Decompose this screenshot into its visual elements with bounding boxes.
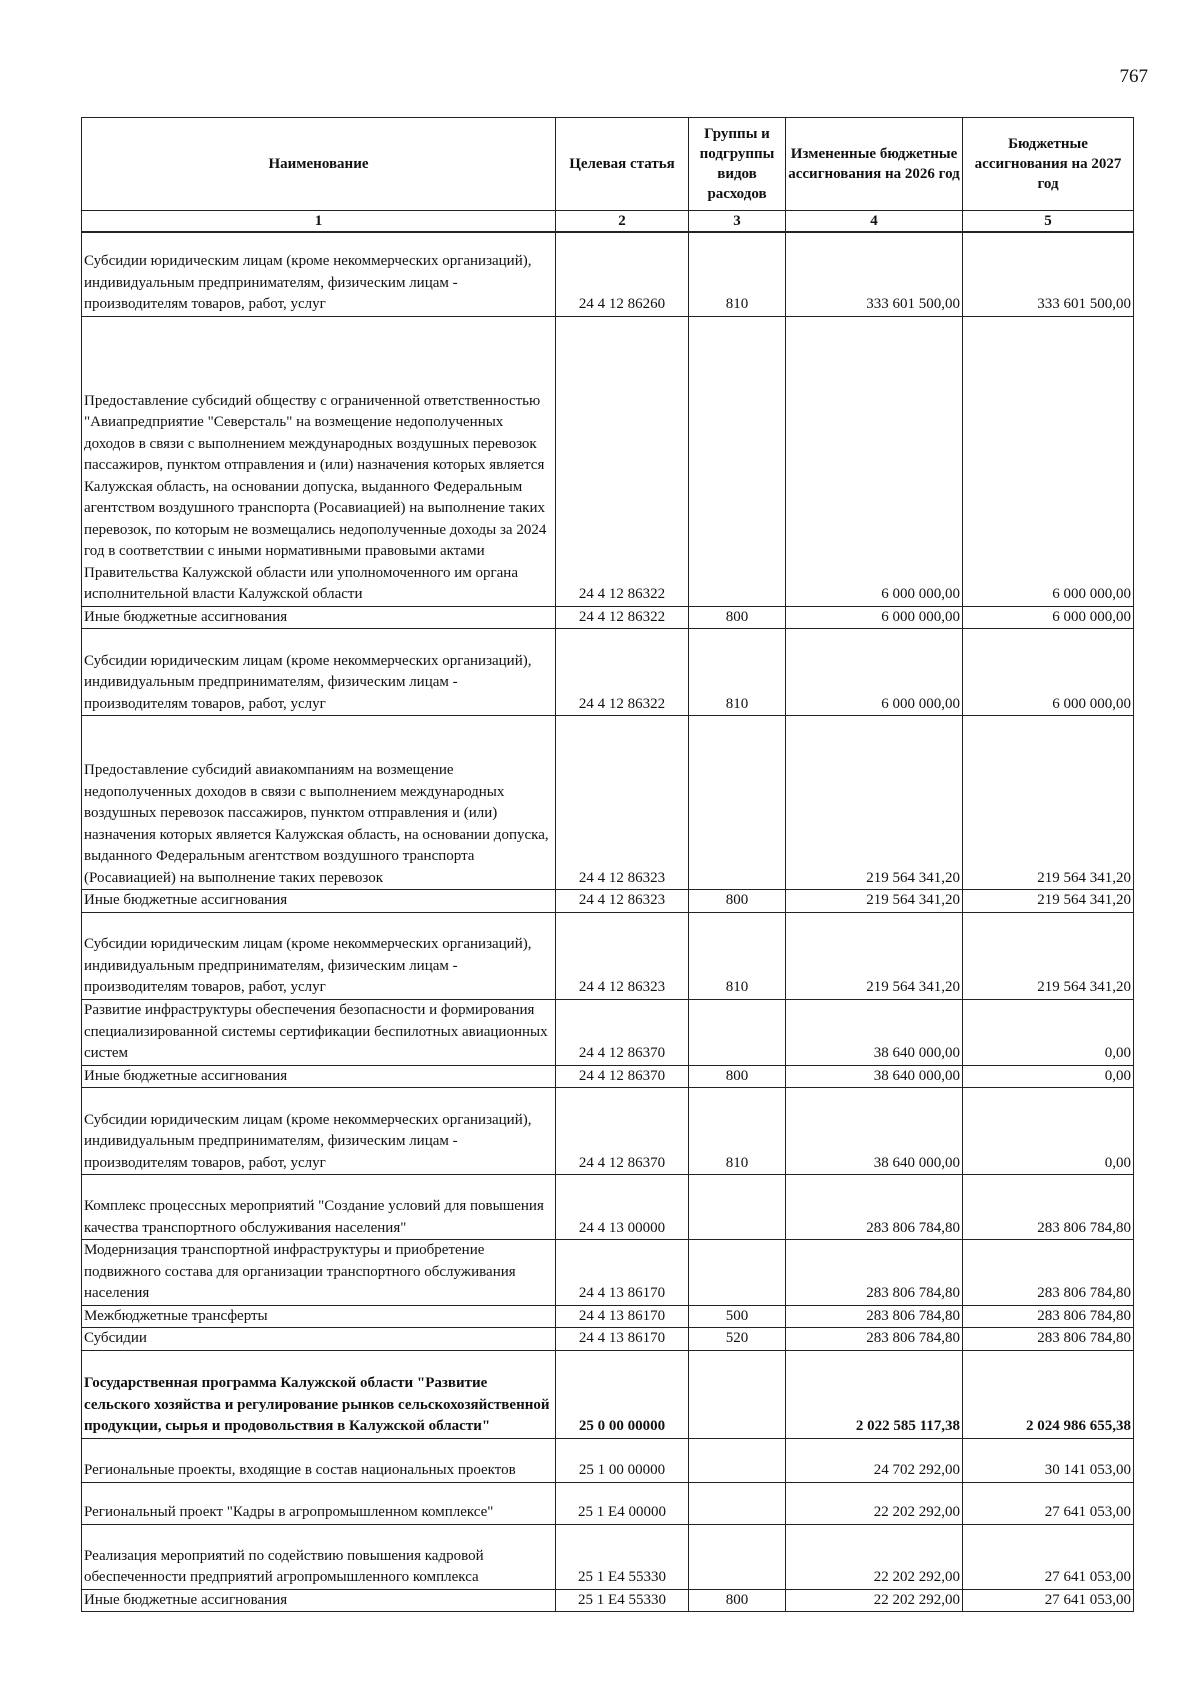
table-row bbox=[82, 912, 1134, 999]
row-amount-2026: 333 601 500,00 bbox=[786, 232, 963, 316]
budget-table bbox=[81, 117, 1134, 1612]
row-group: 810 bbox=[689, 232, 786, 316]
header-2026: Измененные бюджетные ассигнования на 2026 год bbox=[786, 118, 963, 211]
row-name: Предоставление субсидий авиакомпаниям на возмещение недополученных доходов в связи с выполнением международных воздушных перевозок пассажиров, пунктом отправления и (или) назначения которых является Калужская область, на основании допуска, выданного Федеральным агентством воздушного транспорта (Росавиацией) на выполнение таких перевозок bbox=[82, 716, 556, 890]
table-row bbox=[82, 1328, 1134, 1351]
row-group: 810 bbox=[689, 912, 786, 999]
row-group bbox=[689, 316, 786, 606]
column-number-row bbox=[82, 211, 1134, 233]
row-target-code: 24 4 12 86370 bbox=[556, 1065, 689, 1088]
row-group bbox=[689, 1524, 786, 1589]
row-target-code: 25 1 00 00000 bbox=[556, 1438, 689, 1482]
table-row bbox=[82, 232, 1134, 316]
table-row bbox=[82, 1589, 1134, 1612]
row-target-code: 24 4 12 86323 bbox=[556, 890, 689, 913]
row-amount-2027: 27 641 053,00 bbox=[963, 1482, 1134, 1524]
row-group: 800 bbox=[689, 606, 786, 629]
row-amount-2027: 6 000 000,00 bbox=[963, 316, 1134, 606]
row-amount-2026: 38 640 000,00 bbox=[786, 999, 963, 1065]
header-2027: Бюджетные ассигнования на 2027 год bbox=[963, 118, 1134, 211]
row-target-code: 25 1 Е4 55330 bbox=[556, 1589, 689, 1612]
header-groups: Группы и подгруппы видов расходов bbox=[689, 118, 786, 211]
row-amount-2027: 6 000 000,00 bbox=[963, 606, 1134, 629]
row-amount-2026: 6 000 000,00 bbox=[786, 316, 963, 606]
row-amount-2027: 219 564 341,20 bbox=[963, 890, 1134, 913]
table-row bbox=[82, 1088, 1134, 1175]
row-amount-2026: 6 000 000,00 bbox=[786, 606, 963, 629]
row-group: 520 bbox=[689, 1328, 786, 1351]
row-amount-2026: 22 202 292,00 bbox=[786, 1482, 963, 1524]
row-name: Иные бюджетные ассигнования bbox=[82, 1589, 556, 1612]
row-group: 800 bbox=[689, 1065, 786, 1088]
table-row bbox=[82, 999, 1134, 1065]
row-group bbox=[689, 1482, 786, 1524]
row-name: Региональный проект "Кадры в агропромышленном комплексе" bbox=[82, 1482, 556, 1524]
row-amount-2027: 283 806 784,80 bbox=[963, 1240, 1134, 1306]
row-name: Комплекс процессных мероприятий "Создание условий для повышения качества транспортного обслуживания населения" bbox=[82, 1175, 556, 1240]
row-amount-2027: 333 601 500,00 bbox=[963, 232, 1134, 316]
row-name: Модернизация транспортной инфраструктуры и приобретение подвижного состава для организации транспортного обслуживания населения bbox=[82, 1240, 556, 1306]
header-target: Целевая статья bbox=[556, 118, 689, 211]
row-group: 800 bbox=[689, 1589, 786, 1612]
row-amount-2026: 38 640 000,00 bbox=[786, 1065, 963, 1088]
row-name: Развитие инфраструктуры обеспечения безопасности и формирования специализированной системы сертификации беспилотных авиационных систем bbox=[82, 999, 556, 1065]
header-row bbox=[82, 118, 1134, 211]
row-target-code: 24 4 13 86170 bbox=[556, 1240, 689, 1306]
row-amount-2026: 6 000 000,00 bbox=[786, 629, 963, 716]
row-amount-2026: 22 202 292,00 bbox=[786, 1524, 963, 1589]
row-amount-2026: 219 564 341,20 bbox=[786, 716, 963, 890]
table-row bbox=[82, 890, 1134, 913]
table-row bbox=[82, 1175, 1134, 1240]
row-target-code: 25 0 00 00000 bbox=[556, 1350, 689, 1438]
row-amount-2027: 30 141 053,00 bbox=[963, 1438, 1134, 1482]
row-target-code: 24 4 13 00000 bbox=[556, 1175, 689, 1240]
table-row bbox=[82, 1065, 1134, 1088]
row-amount-2026: 283 806 784,80 bbox=[786, 1328, 963, 1351]
column-number: 4 bbox=[786, 211, 963, 233]
row-group bbox=[689, 1240, 786, 1306]
row-target-code: 24 4 12 86322 bbox=[556, 606, 689, 629]
row-name: Иные бюджетные ассигнования bbox=[82, 1065, 556, 1088]
row-name: Государственная программа Калужской области "Развитие сельского хозяйства и регулирование рынков сельскохозяйственной продукции, сырья и продовольствия в Калужской области" bbox=[82, 1350, 556, 1438]
row-amount-2027: 0,00 bbox=[963, 1065, 1134, 1088]
row-target-code: 24 4 12 86370 bbox=[556, 1088, 689, 1175]
row-target-code: 24 4 12 86260 bbox=[556, 232, 689, 316]
row-name: Региональные проекты, входящие в состав национальных проектов bbox=[82, 1438, 556, 1482]
row-name: Субсидии юридическим лицам (кроме некоммерческих организаций), индивидуальным предпринимателям, физическим лицам - производителям товаров, работ, услуг bbox=[82, 912, 556, 999]
table-row bbox=[82, 316, 1134, 606]
row-amount-2026: 283 806 784,80 bbox=[786, 1305, 963, 1328]
row-amount-2027: 219 564 341,20 bbox=[963, 912, 1134, 999]
row-amount-2027: 6 000 000,00 bbox=[963, 629, 1134, 716]
table-row bbox=[82, 1524, 1134, 1589]
column-number: 1 bbox=[82, 211, 556, 233]
row-name: Межбюджетные трансферты bbox=[82, 1305, 556, 1328]
row-amount-2026: 2 022 585 117,38 bbox=[786, 1350, 963, 1438]
row-target-code: 24 4 13 86170 bbox=[556, 1328, 689, 1351]
row-target-code: 24 4 12 86323 bbox=[556, 716, 689, 890]
page-number: 767 bbox=[1119, 66, 1148, 87]
row-group bbox=[689, 716, 786, 890]
row-amount-2026: 38 640 000,00 bbox=[786, 1088, 963, 1175]
row-name: Субсидии bbox=[82, 1328, 556, 1351]
row-group bbox=[689, 1175, 786, 1240]
row-amount-2026: 283 806 784,80 bbox=[786, 1175, 963, 1240]
row-target-code: 24 4 12 86323 bbox=[556, 912, 689, 999]
table-row bbox=[82, 1482, 1134, 1524]
row-group: 800 bbox=[689, 890, 786, 913]
row-amount-2027: 0,00 bbox=[963, 999, 1134, 1065]
row-amount-2027: 2 024 986 655,38 bbox=[963, 1350, 1134, 1438]
row-amount-2027: 283 806 784,80 bbox=[963, 1305, 1134, 1328]
header-name: Наименование bbox=[82, 118, 556, 211]
row-group: 810 bbox=[689, 629, 786, 716]
row-amount-2027: 27 641 053,00 bbox=[963, 1589, 1134, 1612]
row-group bbox=[689, 999, 786, 1065]
row-target-code: 24 4 12 86322 bbox=[556, 316, 689, 606]
row-name: Реализация мероприятий по содействию повышения кадровой обеспеченности предприятий агропромышленного комплекса bbox=[82, 1524, 556, 1589]
row-name: Иные бюджетные ассигнования bbox=[82, 890, 556, 913]
row-group: 500 bbox=[689, 1305, 786, 1328]
row-amount-2027: 219 564 341,20 bbox=[963, 716, 1134, 890]
row-amount-2027: 0,00 bbox=[963, 1088, 1134, 1175]
row-target-code: 24 4 12 86370 bbox=[556, 999, 689, 1065]
row-target-code: 25 1 Е4 55330 bbox=[556, 1524, 689, 1589]
row-group: 810 bbox=[689, 1088, 786, 1175]
table-row bbox=[82, 606, 1134, 629]
row-amount-2027: 27 641 053,00 bbox=[963, 1524, 1134, 1589]
table-row bbox=[82, 716, 1134, 890]
row-target-code: 25 1 Е4 00000 bbox=[556, 1482, 689, 1524]
row-name: Субсидии юридическим лицам (кроме некоммерческих организаций), индивидуальным предпринимателям, физическим лицам - производителям товаров, работ, услуг bbox=[82, 232, 556, 316]
column-number: 2 bbox=[556, 211, 689, 233]
row-name: Субсидии юридическим лицам (кроме некоммерческих организаций), индивидуальным предпринимателям, физическим лицам - производителям товаров, работ, услуг bbox=[82, 629, 556, 716]
row-group bbox=[689, 1350, 786, 1438]
row-amount-2027: 283 806 784,80 bbox=[963, 1175, 1134, 1240]
row-name: Предоставление субсидий обществу с ограниченной ответственностью "Авиапредприятие "Северсталь" на возмещение недополученных доходов в связи с выполнением международных воздушных перевозок пассажиров, пунктом отправления и (или) назначения которых является Калужская область, на основании допуска, выданного Федеральным агентством воздушного транспорта (Росавиацией) на выполнение таких перевозок, по которым не возмещались недополученные доходы за 2024 год в соответствии с иными нормативными правовыми актами Правительства Калужской области или уполномоченного им органа исполнительной власти Калужской области bbox=[82, 316, 556, 606]
row-target-code: 24 4 12 86322 bbox=[556, 629, 689, 716]
table-row bbox=[82, 1438, 1134, 1482]
row-name: Иные бюджетные ассигнования bbox=[82, 606, 556, 629]
row-amount-2026: 219 564 341,20 bbox=[786, 890, 963, 913]
row-amount-2027: 283 806 784,80 bbox=[963, 1328, 1134, 1351]
table-row bbox=[82, 1240, 1134, 1306]
table-row bbox=[82, 1350, 1134, 1438]
row-amount-2026: 22 202 292,00 bbox=[786, 1589, 963, 1612]
column-number: 5 bbox=[963, 211, 1134, 233]
row-amount-2026: 283 806 784,80 bbox=[786, 1240, 963, 1306]
row-amount-2026: 219 564 341,20 bbox=[786, 912, 963, 999]
row-group bbox=[689, 1438, 786, 1482]
table-row bbox=[82, 1305, 1134, 1328]
row-name: Субсидии юридическим лицам (кроме некоммерческих организаций), индивидуальным предпринимателям, физическим лицам - производителям товаров, работ, услуг bbox=[82, 1088, 556, 1175]
row-target-code: 24 4 13 86170 bbox=[556, 1305, 689, 1328]
row-amount-2026: 24 702 292,00 bbox=[786, 1438, 963, 1482]
table-row bbox=[82, 629, 1134, 716]
column-number: 3 bbox=[689, 211, 786, 233]
